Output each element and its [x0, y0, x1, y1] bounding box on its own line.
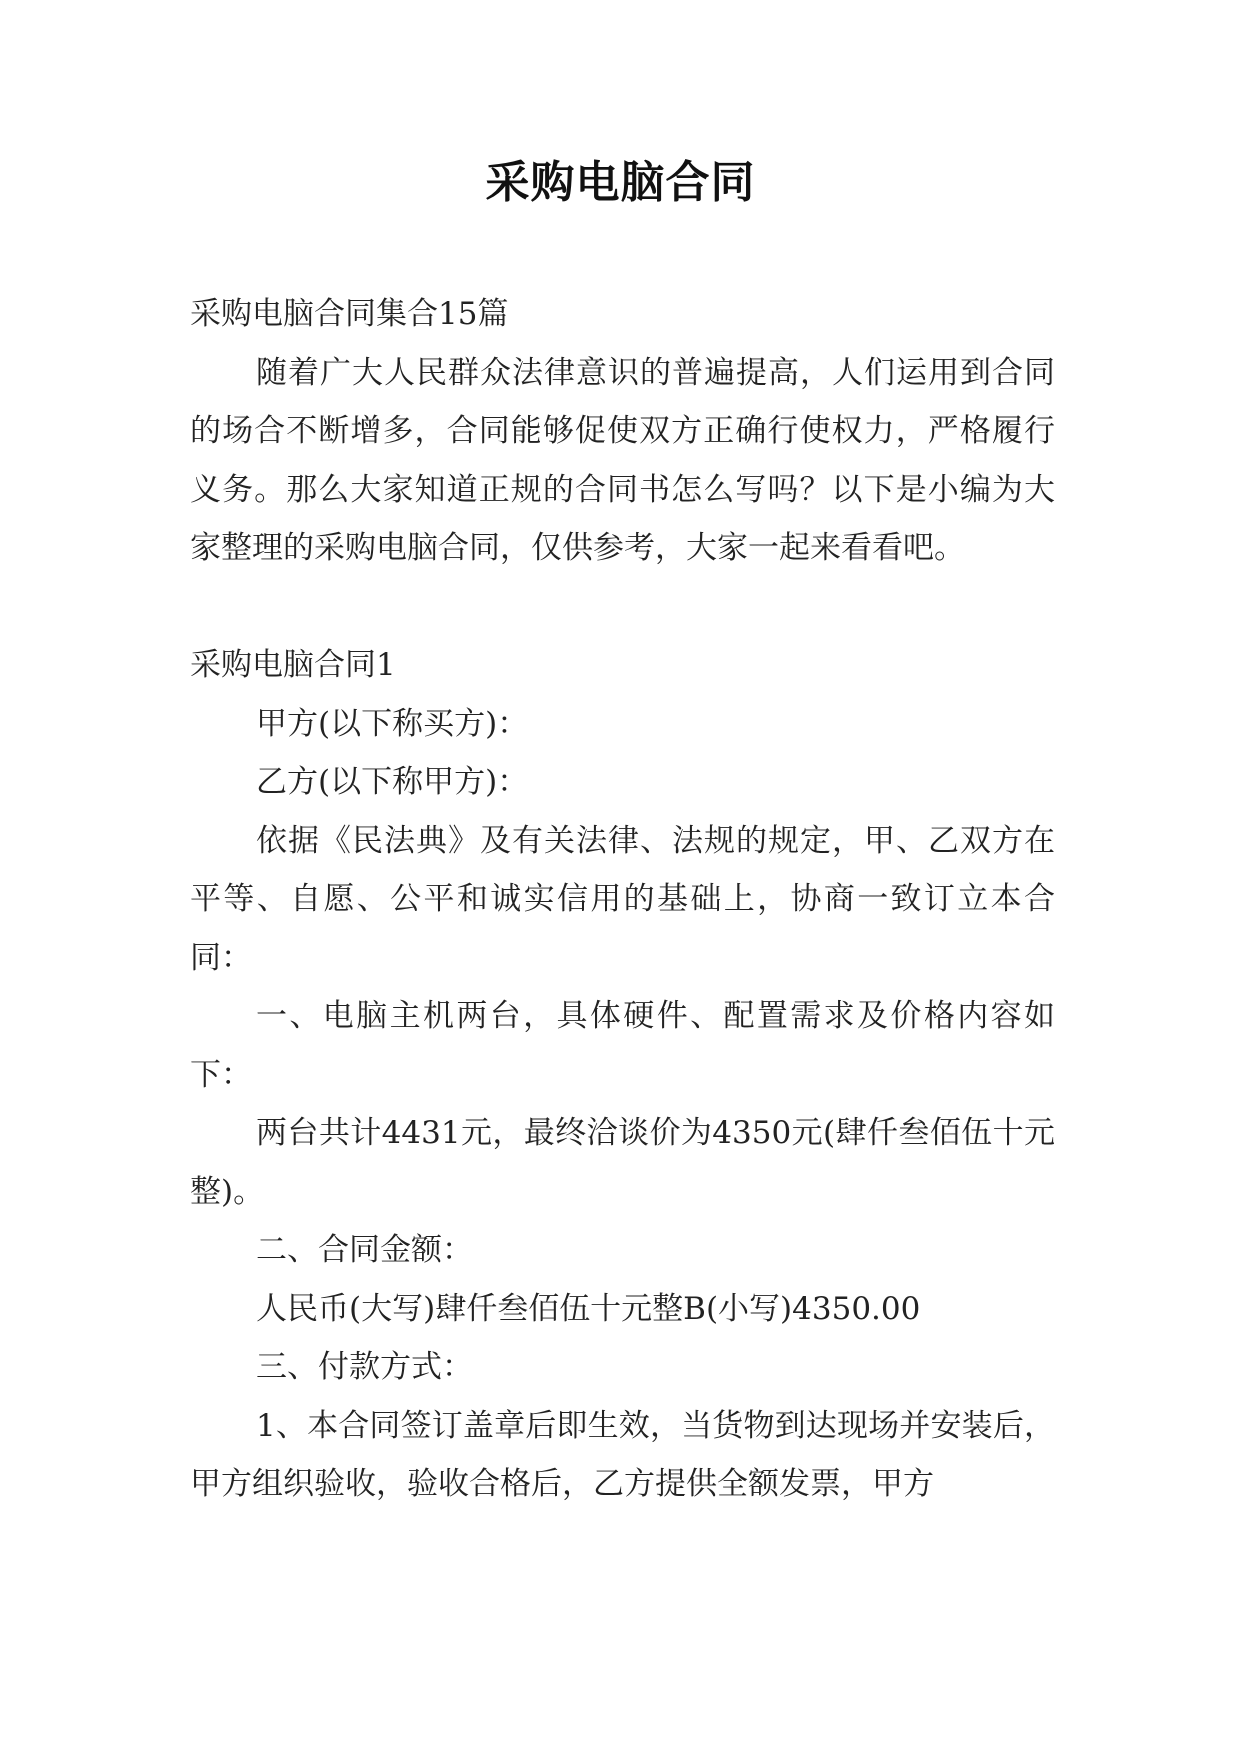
- document-title: 采购电脑合同: [485, 157, 756, 208]
- amount-line: 人民币(大写)肆仟叁佰伍十元整B(小写)4350.00: [256, 1290, 921, 1327]
- contract-heading: 采购电脑合同1: [190, 647, 396, 683]
- party-a-line: 甲方(以下称买方)：: [256, 705, 529, 742]
- clause-1-heading: 一、电脑主机两台，具体硬件、配置需求及价格内容如下：: [190, 998, 1055, 1093]
- clause-3-heading: 三、付款方式：: [256, 1349, 473, 1385]
- document-body: [190, 285, 1055, 1514]
- paragraph-spacer: [190, 578, 1055, 637]
- party-b-line: 乙方(以下称甲方)：: [256, 764, 529, 800]
- intro-paragraph: 随着广大人民群众法律意识的普遍提高，人们运用到合同的场合不断增多，合同能够促使双方正确行使权力，严格履行义务。那么大家知道正规的合同书怎么写吗？以下是小编为大家整理的采购电脑合同，仅供参考，大家一起来看看吧。: [190, 354, 1055, 566]
- collection-heading: 采购电脑合同集合15篇: [190, 296, 509, 332]
- price-paragraph: 两台共计4431元，最终洽谈价为4350元(肆仟叁佰伍十元整)。: [190, 1115, 1055, 1210]
- clause-2-heading: 二、合同金额：: [256, 1232, 473, 1268]
- payment-term-1: 1、本合同签订盖章后即生效，当货物到达现场并安装后，甲方组织验收，验收合格后，乙方提供全额发票，甲方: [190, 1407, 1055, 1502]
- legal-basis-paragraph: 依据《民法典》及有关法律、法规的规定，甲、乙双方在平等、自愿、公平和诚实信用的基础上，协商一致订立本合同：: [190, 822, 1055, 976]
